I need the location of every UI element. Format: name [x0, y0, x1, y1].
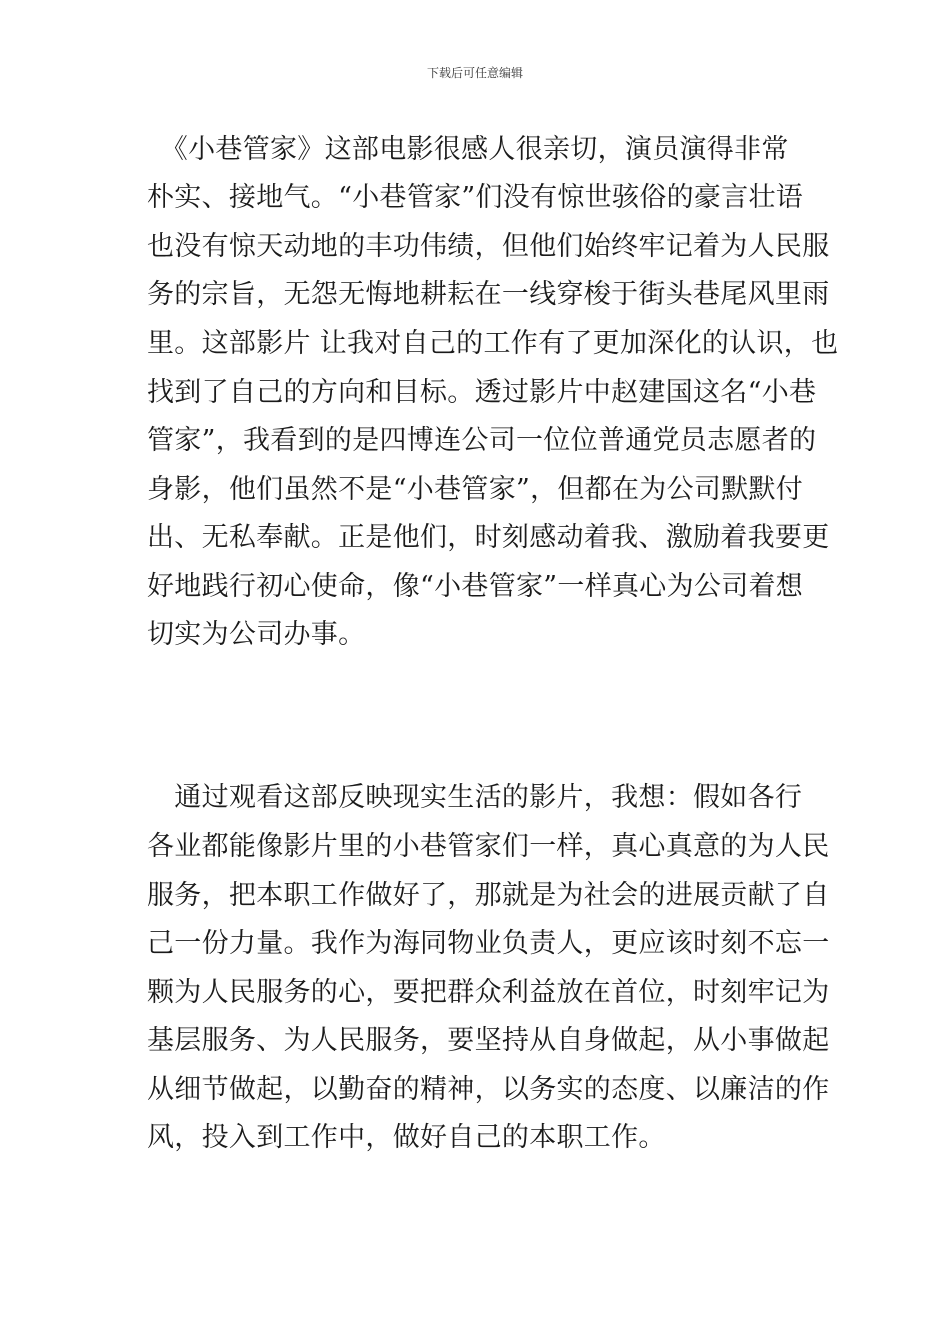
text-line: 务的宗旨，无怨无悔地耕耘在一线穿梭于街头巷尾风里雨: [147, 279, 830, 310]
text-line: 风，投入到工作中，做好自己的本职工作。: [147, 1122, 666, 1153]
text-line: 好地践行初心使命，像“小巷管家”一样真心为公司着想: [147, 571, 804, 602]
text-line: 各业都能像影片里的小巷管家们一样，真心真意的为人民: [147, 831, 830, 862]
text-line: 朴实、接地气。“小巷管家”们没有惊世骇俗的豪言壮语: [147, 182, 804, 213]
text-line: 身影，他们虽然不是“小巷管家”，但都在为公司默默付: [147, 474, 804, 505]
text-line: 切实为公司办事。: [147, 619, 366, 650]
text-line: 里。这部影片 让我对自己的工作有了更加深化的认识，也: [147, 328, 839, 359]
text-line: 从细节做起，以勤奋的精神，以务实的态度、以廉洁的作: [147, 1074, 830, 1105]
text-line: 己一份力量。我作为海同物业负责人，更应该时刻不忘一: [147, 928, 830, 959]
text-line: 颗为人民服务的心，要把群众利益放在首位，时刻牢记为: [147, 977, 830, 1008]
text-line: 管家”，我看到的是四博连公司一位位普通党员志愿者的: [147, 425, 817, 456]
text-line: 也没有惊天动地的丰功伟绩，但他们始终牢记着为人民服: [147, 231, 830, 262]
text-line: 《小巷管家》这部电影很感人很亲切，演员演得非常: [147, 134, 789, 165]
text-line: 出、无私奉献。正是他们，时刻感动着我、激励着我要更: [147, 522, 830, 553]
text-line: 通过观看这部反映现实生活的影片，我想：假如各行: [147, 782, 803, 813]
text-line: 服务，把本职工作做好了，那就是为社会的进展贡献了自: [147, 880, 830, 911]
page-header-note: 下载后可任意编辑: [426, 66, 523, 80]
text-line: 找到了自己的方向和目标。透过影片中赵建国这名“小巷: [147, 377, 817, 408]
text-line: 基层服务、为人民服务，要坚持从自身做起，从小事做起: [147, 1025, 830, 1056]
